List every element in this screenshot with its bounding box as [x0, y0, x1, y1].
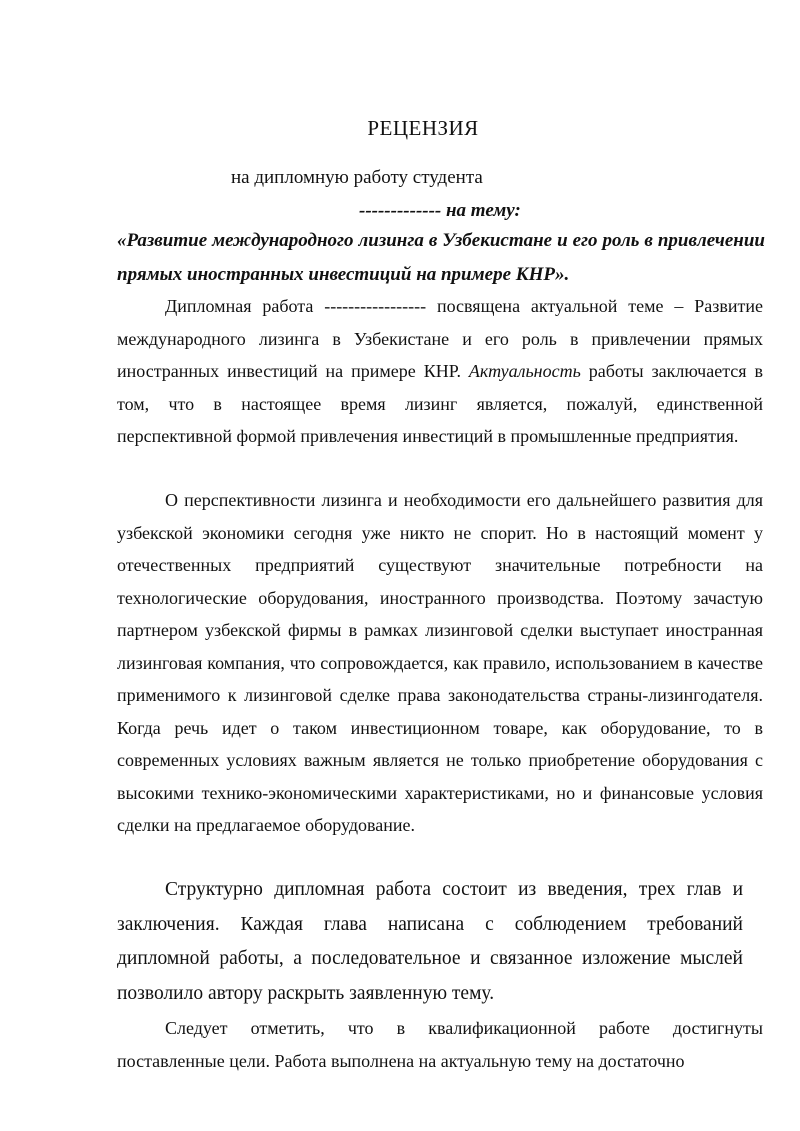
- paragraph-relevance-end: работы заключается в том, что в настоящее время лизинг является, пожалуй, единственной перспективной формой привлечения инвестиций в промышленные предприятия.: [117, 361, 763, 446]
- paragraph-relevance: [117, 290, 763, 453]
- paragraph-conclusion: Следует отметить, что в квалификационной работе достигнуты поставленные цели. Работа выполнена на актуальную тему на достаточно: [117, 1018, 763, 1071]
- paragraph-leasing-prospects: О перспективности лизинга и необходимости его дальнейшего развития для узбекской экономики сегодня уже никто не спорит. Но в настоящий момент у отечественных предприятий существуют значительные потребности на технологические оборудования, иностранного производства. Поэтому зачастую партнером узбекской фирмы в рамках лизинговой сделки выступает иностранная лизинговая компания, что сопровождается, как правило, использованием в качестве применимого к лизинговой сделке права законодательства страны-лизингодателя. Когда речь идет о таком инвестиционном товаре, как оборудование, то в современных условиях важным является не только приобретение оборудования с высокими технико-экономическими характеристиками, но и финансовые условия сделки на предлагаемое оборудование.: [117, 490, 763, 835]
- thesis-topic: «Развитие международного лизинга в Узбекистане и его роль в привлечении прямых иностранных инвестиций на примере КНР».: [117, 230, 765, 285]
- document-title: РЕЦЕНЗИЯ: [367, 116, 479, 140]
- paragraph-relevance-start: Дипломная работа ----------------- посвящена актуальной теме – Развитие международного лизинга в Узбекистане и его роль в привлечении прямых иностранных инвестиций на примере КНР.: [117, 296, 763, 381]
- document-subtitle: на дипломную работу студента: [231, 167, 483, 188]
- relevance-term: Актуальность: [468, 361, 581, 381]
- paragraph-structure: Структурно дипломная работа состоит из введения, трех глав и заключения. Каждая глава написана с соблюдением требований дипломной работы, а последовательное и связанное изложение мыслей позволило автору раскрыть заявленную тему.: [117, 879, 743, 1004]
- theme-line: ------------- на тему:: [359, 200, 521, 221]
